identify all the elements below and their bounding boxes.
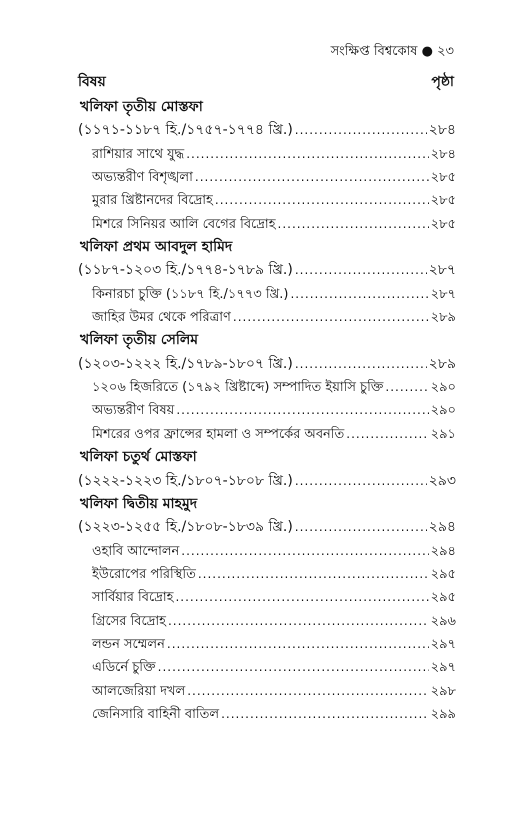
toc-entry-title: রাশিয়ার সাথে যুদ্ধ [92, 146, 185, 162]
dot-leader [221, 703, 429, 726]
toc-entry-title: অভ্যন্তরীণ বিষয় [92, 403, 175, 419]
dot-leader [346, 423, 428, 446]
dot-leader [295, 470, 427, 493]
dot-leader [290, 283, 428, 306]
toc-entry-title: খলিফা দ্বিতীয় মাহমুদ [80, 495, 198, 512]
dot-leader [186, 143, 428, 166]
toc-page-number: ২৯৭ [430, 660, 456, 676]
dot-leader [233, 306, 429, 329]
dot-leader [181, 540, 428, 563]
toc-page-number: ২৯৫ [430, 590, 456, 606]
toc-entry-title: খলিফা প্রথম আবদুল হামিদ [80, 239, 233, 256]
toc-entry-title: (১২২২-১২২৩ হি./১৮০৭-১৮০৮ খ্রি.) [78, 472, 293, 489]
dot-leader [198, 563, 429, 586]
dot-leader [175, 586, 428, 609]
dot-leader [215, 189, 429, 212]
toc-sub-entry [78, 166, 456, 189]
toc-entry-title: এডির্নে চুক্তি [92, 660, 156, 676]
toc-entry-title: গ্রিসের বিদ্রোহ [92, 613, 166, 629]
page-column-label: পৃষ্ঠা [431, 74, 454, 90]
toc-date-range-entry [78, 516, 456, 539]
toc-page-number: ২৮৫ [430, 170, 456, 186]
toc-sub-entry [78, 423, 456, 446]
toc-page-number: ২৯৭ [430, 636, 456, 652]
toc-entry-title: (১২০৩-১২২২ হি./১৭৮৯-১৮০৭ খ্রি.) [78, 355, 293, 372]
toc-sub-entry [78, 283, 456, 306]
toc-section-heading [78, 329, 456, 352]
toc-page-number: ২৮৪ [428, 122, 456, 139]
toc-entry-title: (১২২৩-১২৫৫ হি./১৮০৮-১৮৩৯ খ্রি.) [78, 519, 293, 536]
dot-leader [295, 119, 427, 142]
toc-page-number: ২৮৪ [430, 146, 456, 162]
dot-leader [295, 259, 427, 282]
dot-leader [295, 353, 427, 376]
toc-page-number: ২৮৯ [428, 355, 456, 372]
toc-entry-title: সার্বিয়ার বিদ্রোহ [92, 590, 174, 606]
toc-entry-title: জেনিসারি বাহিনী বাতিল [92, 706, 220, 722]
toc-sub-entry [78, 143, 456, 166]
toc-entry-title: খলিফা চতুর্থ মোস্তফা [80, 449, 197, 466]
toc-section-heading [78, 96, 456, 119]
toc-page-number: ২৯৪ [428, 519, 456, 536]
toc-entry-title: মুরার খ্রিষ্টানদের বিদ্রোহ [92, 193, 213, 209]
toc-entry-title: ইউরোপের পরিস্থিতি [92, 566, 196, 582]
dot-leader [278, 213, 429, 236]
toc-page-number: ২৮৭ [430, 286, 456, 302]
toc-entry-title: মিশরের ওপর ফ্রান্সের হামলা ও সম্পর্কের অবনতি [92, 426, 345, 442]
toc-entry-title: অভ্যন্তরীণ বিশৃঙ্খলা [92, 170, 193, 186]
toc-entry-title: কিনারচা চুক্তি (১১৮৭ হি./১৭৭৩ খ্রি.) [92, 286, 289, 302]
toc-date-range-entry [78, 353, 456, 376]
toc-sub-entry [78, 703, 456, 726]
toc-sub-entry [78, 306, 456, 329]
toc-page-number: ২৮৯ [430, 310, 456, 326]
toc-page-number: ২৯৬ [430, 613, 456, 629]
dot-leader [167, 633, 429, 656]
toc-date-range-entry [78, 119, 456, 142]
subject-column-label: বিষয় [78, 74, 106, 90]
toc-sub-entry [78, 540, 456, 563]
column-headers [78, 70, 454, 94]
toc-section-heading [78, 236, 456, 259]
toc-page-number: ২৮৫ [430, 193, 456, 209]
toc-sub-entry [78, 189, 456, 212]
toc-page-number: ২৯৩ [428, 472, 456, 489]
toc-entry-title: ১২০৬ হিজরিতে (১৭৯২ খ্রিষ্টাব্দে) সম্পাদিত ইয়াসি চুক্তি [92, 380, 384, 396]
toc-section-heading [78, 446, 456, 469]
dot-leader [385, 376, 428, 399]
toc-page-number: ২৮৭ [428, 262, 456, 279]
dot-leader [158, 656, 429, 679]
toc-sub-entry [78, 656, 456, 679]
toc-sub-entry [78, 610, 456, 633]
toc-sub-entry [78, 376, 456, 399]
toc-page-number: ২৯০ [430, 403, 456, 419]
toc-sub-entry [78, 213, 456, 236]
dot-leader [187, 680, 428, 703]
toc-date-range-entry [78, 470, 456, 493]
toc-entry-title: খলিফা তৃতীয় সেলিম [80, 332, 199, 349]
toc-page-number: ২৯৯ [430, 706, 456, 722]
toc-entry-title: (১১৭১-১১৮৭ হি./১৭৫৭-১৭৭৪ খ্রি.) [78, 122, 293, 139]
toc-section-heading [78, 493, 456, 516]
toc-page-number: ২৯৮ [430, 683, 456, 699]
toc-page-number: ২৮৫ [430, 216, 456, 232]
toc-page-number: ২৯৪ [430, 543, 456, 559]
dot-leader [195, 166, 429, 189]
toc-sub-entry [78, 586, 456, 609]
toc-sub-entry [78, 563, 456, 586]
running-head: সংক্ষিপ্ত বিশ্বকোষ ● ২৩ [330, 44, 454, 59]
toc-page-number: ২৯৫ [430, 566, 456, 582]
toc-sub-entry [78, 680, 456, 703]
dot-leader [168, 610, 429, 633]
dot-leader [176, 399, 428, 422]
toc-entry-title: (১১৮৭-১২০৩ হি./১৭৭৪-১৭৮৯ খ্রি.) [78, 262, 293, 279]
toc-date-range-entry [78, 259, 456, 282]
dot-leader [295, 516, 427, 539]
toc-entry-title: খলিফা তৃতীয় মোস্তফা [80, 99, 203, 115]
toc-sub-entry [78, 633, 456, 656]
toc-page-number: ২৯০ [430, 380, 456, 396]
toc-sub-entry [78, 399, 456, 422]
toc-entry-title: ওহাবি আন্দোলন [92, 543, 180, 559]
toc-entry-title: মিশরে সিনিয়র আলি বেগের বিদ্রোহ [92, 216, 276, 232]
toc-page-number: ২৯১ [430, 426, 456, 442]
table-of-contents [78, 96, 456, 726]
toc-entry-title: লন্ডন সম্মেলন [92, 636, 165, 652]
toc-entry-title: জাহির উমর থেকে পরিত্রাণ [92, 310, 231, 326]
toc-entry-title: আলজেরিয়া দখল [92, 683, 186, 699]
